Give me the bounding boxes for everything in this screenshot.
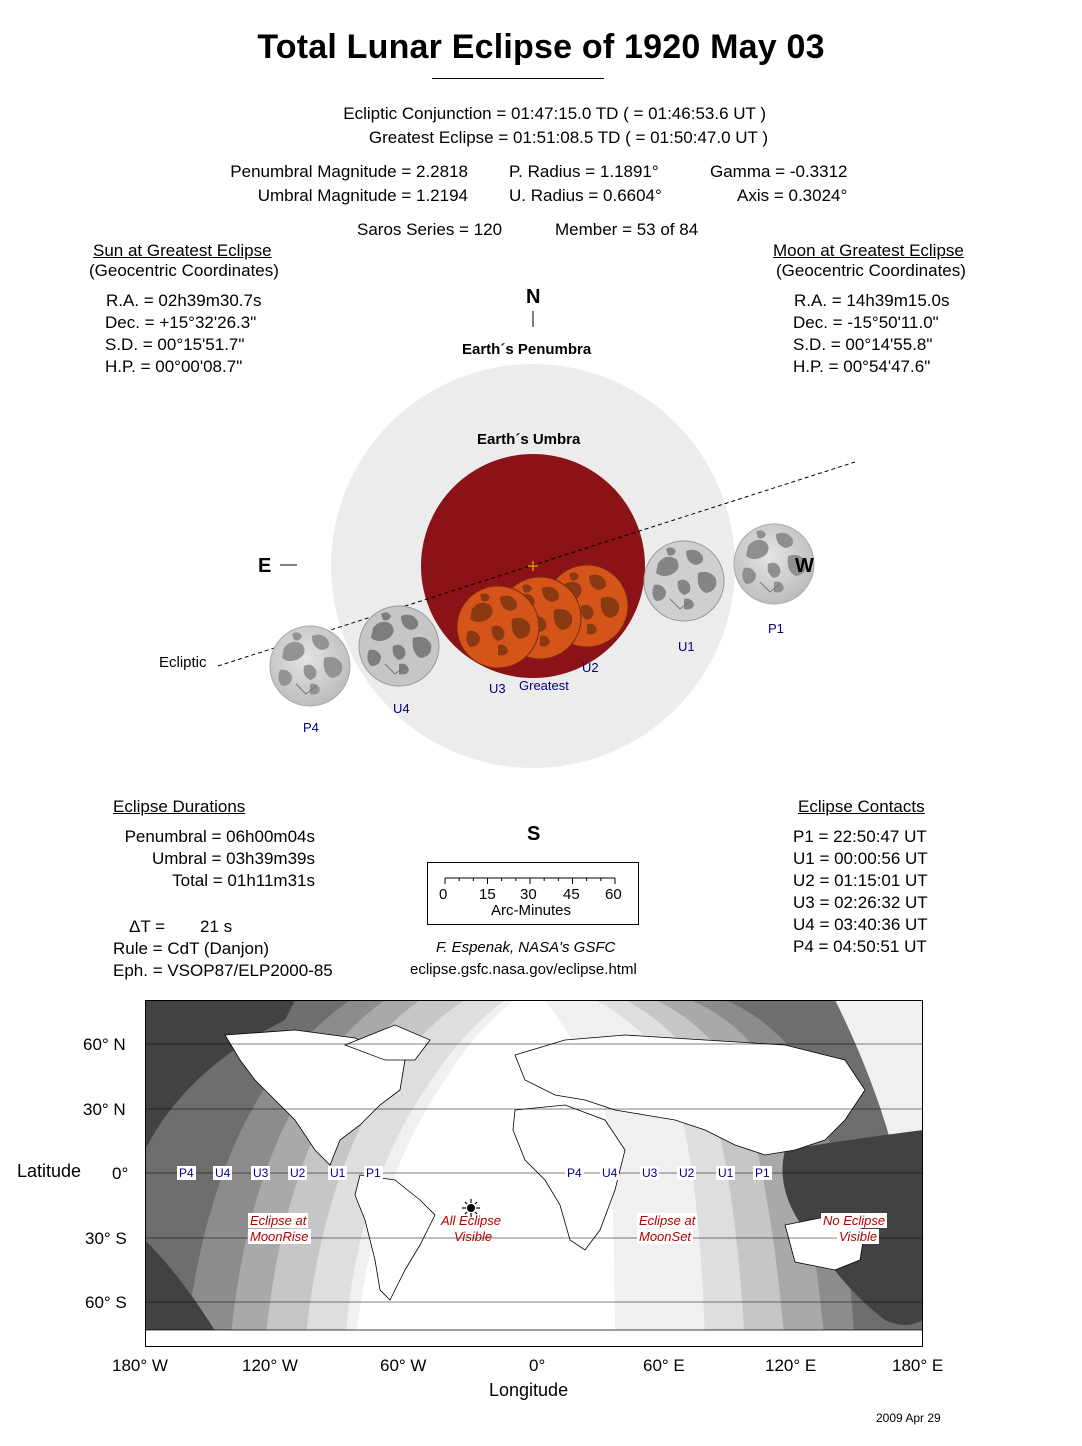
map-east-p4: P4 (567, 1166, 582, 1180)
umbra-label: Earth´s Umbra (477, 431, 581, 448)
credit-author: F. Espenak, NASA's GSFC (436, 939, 616, 956)
sun-hp: H.P. = 00°00'08.7" (105, 357, 243, 376)
date-stamp: 2009 Apr 29 (876, 1411, 941, 1425)
lon-tick-0: 0° (529, 1356, 546, 1375)
sun-ra: R.A. = 02h39m30.7s (106, 291, 262, 310)
ephemeris-line: Eph. = VSOP87/ELP2000-85 (113, 961, 333, 980)
south-label: S (527, 823, 541, 845)
map-east-u1: U1 (718, 1166, 734, 1180)
lon-tick-180e: 180° E (892, 1356, 944, 1375)
map-east-u3: U3 (642, 1166, 658, 1180)
note-moonrise-2: MoonRise (250, 1229, 309, 1244)
label-p4: P4 (303, 720, 319, 735)
umbral-magnitude: Umbral Magnitude = 1.2194 (257, 186, 468, 205)
note-all-2: Visible (454, 1229, 493, 1244)
contact-u3: U3 = 02:26:32 UT (793, 893, 928, 912)
duration-penumbral: Penumbral = 06h00m04s (124, 827, 315, 846)
north-label: N (526, 286, 541, 308)
lon-tick-60e: 60° E (643, 1356, 685, 1375)
note-none-1: No Eclipse (823, 1213, 886, 1228)
sun-subheading: (Geocentric Coordinates) (89, 261, 279, 280)
contact-u4: U4 = 03:40:36 UT (793, 915, 928, 934)
scale-tick-30: 30 (520, 886, 537, 903)
sun-dec: Dec. = +15°32'26.3" (105, 313, 257, 332)
moon-ra: R.A. = 14h39m15.0s (794, 291, 950, 310)
lat-tick-60s: 60° S (85, 1293, 127, 1312)
note-moonset-1: Eclipse at (639, 1213, 696, 1228)
page-title: Total Lunar Eclipse of 1920 May 03 (257, 28, 825, 66)
west-label: W (795, 555, 814, 577)
conjunction-line: Ecliptic Conjunction = 01:47:15.0 TD ( = 01:46:53.6 UT ) (343, 104, 766, 123)
lon-tick-60w: 60° W (380, 1356, 427, 1375)
map-west-u1: U1 (330, 1166, 346, 1180)
duration-umbral: Umbral = 03h39m39s (151, 849, 315, 868)
lat-tick-60n: 60° N (83, 1035, 126, 1054)
sun-heading: Sun at Greatest Eclipse (93, 241, 272, 260)
moon-u4 (359, 606, 439, 686)
note-none-2: Visible (839, 1229, 878, 1244)
lat-tick-0: 0° (112, 1164, 129, 1183)
moon-u3 (457, 586, 539, 668)
delta-t-value: 21 s (200, 917, 233, 936)
axis-value: Axis = 0.3024° (737, 186, 848, 205)
duration-total: Total = 01h11m31s (172, 871, 315, 890)
umbral-radius: U. Radius = 0.6604° (509, 186, 662, 205)
note-moonset-2: MoonSet (639, 1229, 692, 1244)
credit-url[interactable]: eclipse.gsfc.nasa.gov/eclipse.html (410, 961, 637, 978)
map-ylabel: Latitude (17, 1161, 82, 1181)
sun-sd: S.D. = 00°15'51.7" (105, 335, 245, 354)
note-all-1: All Eclipse (441, 1213, 501, 1228)
map-west-u2: U2 (290, 1166, 306, 1180)
lat-tick-30s: 30° S (85, 1229, 127, 1248)
map-west-p4: P4 (179, 1166, 194, 1180)
label-greatest: Greatest (519, 678, 569, 693)
map-east-u2: U2 (679, 1166, 695, 1180)
moon-hp: H.P. = 00°54'47.6" (793, 357, 931, 376)
saros-member: Member = 53 of 84 (555, 220, 699, 239)
contacts-heading: Eclipse Contacts (798, 797, 925, 816)
ecliptic-label: Ecliptic (159, 654, 207, 671)
scale-tick-0: 0 (439, 886, 448, 903)
label-u2: U2 (582, 660, 599, 675)
map-west-u3: U3 (253, 1166, 269, 1180)
penumbral-magnitude: Penumbral Magnitude = 2.2818 (230, 162, 468, 181)
lon-tick-120w: 120° W (242, 1356, 298, 1375)
moon-dec: Dec. = -15°50'11.0" (793, 313, 939, 332)
lon-tick-120e: 120° E (765, 1356, 817, 1375)
lon-tick-180w: 180° W (112, 1356, 168, 1375)
label-u1: U1 (678, 639, 695, 654)
map-east-p1: P1 (755, 1166, 770, 1180)
map-west-u4: U4 (215, 1166, 231, 1180)
moon-heading: Moon at Greatest Eclipse (773, 241, 964, 260)
scale-tick-15: 15 (479, 886, 496, 903)
moon-subheading: (Geocentric Coordinates) (776, 261, 966, 280)
label-p1: P1 (768, 621, 784, 636)
moon-sd: S.D. = 00°14'55.8" (793, 335, 933, 354)
antarctica (145, 1330, 923, 1347)
delta-t-label: ΔT = (129, 917, 166, 936)
map-xlabel: Longitude (489, 1380, 569, 1400)
map-west-p1: P1 (366, 1166, 381, 1180)
contact-p4: P4 = 04:50:51 UT (793, 937, 927, 956)
gamma-value: Gamma = -0.3312 (710, 162, 848, 181)
label-u3: U3 (489, 681, 506, 696)
contact-u1: U1 = 00:00:56 UT (793, 849, 928, 868)
scale-tick-60: 60 (605, 886, 622, 903)
rule-line: Rule = CdT (Danjon) (113, 939, 270, 958)
penumbra-label: Earth´s Penumbra (462, 341, 592, 358)
scale-label: Arc-Minutes (491, 902, 572, 919)
moon-u1 (644, 541, 724, 621)
note-moonrise-1: Eclipse at (250, 1213, 307, 1228)
contact-u2: U2 = 01:15:01 UT (793, 871, 928, 890)
greatest-eclipse-line: Greatest Eclipse = 01:51:08.5 TD ( = 01:50:47.0 UT ) (368, 128, 768, 147)
saros-series: Saros Series = 120 (357, 220, 503, 239)
scale-tick-45: 45 (563, 886, 580, 903)
lat-tick-30n: 30° N (83, 1100, 126, 1119)
east-label: E (258, 555, 272, 577)
map-east-u4: U4 (602, 1166, 618, 1180)
moon-p4 (270, 626, 350, 706)
contact-p1: P1 = 22:50:47 UT (793, 827, 927, 846)
label-u4: U4 (393, 701, 410, 716)
durations-heading: Eclipse Durations (113, 797, 246, 816)
penumbral-radius: P. Radius = 1.1891° (509, 162, 659, 181)
